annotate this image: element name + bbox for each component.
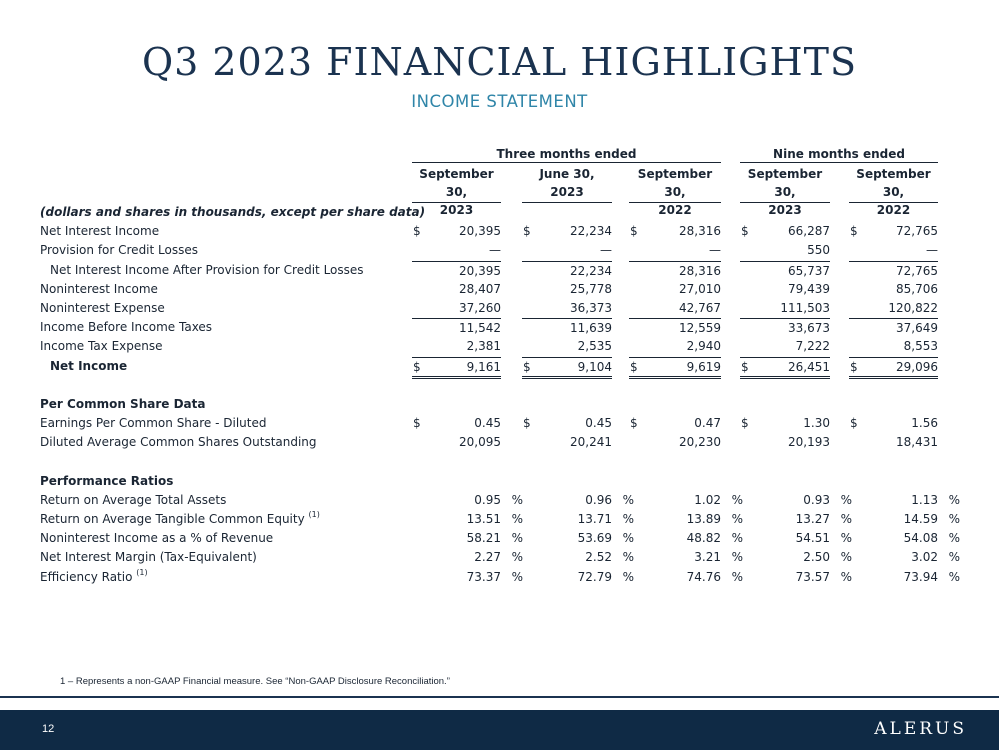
value-cell [412,414,501,433]
cell-value: 0.93 [803,492,830,507]
row-label [40,510,320,529]
table-row [40,318,970,337]
value-cell [849,337,938,356]
value-cell [849,414,938,433]
value-cell [629,318,721,337]
footer-divider [0,696,999,698]
ratios-heading-row [40,472,970,491]
income-rows [40,222,970,376]
value-cell [412,529,523,548]
percent-symbol: % [511,531,523,546]
row-label-text: Net Interest Income After Provision for Credit Losses [50,262,364,277]
percent-symbol: % [948,492,960,507]
cell-value: 26,451 [788,359,830,374]
units-note: (dollars and shares in thousands, except per share data) [40,205,426,219]
value-cell [629,433,721,452]
value-cell [740,510,852,529]
row-label [40,548,257,567]
cell-value: 73.57 [795,569,830,584]
value-cell [629,222,721,241]
cell-value: 29,096 [896,359,938,374]
value-cell [412,280,501,299]
cell-value: 120,822 [888,300,938,315]
row-label-text: Diluted Average Common Shares Outstanding [40,435,317,450]
cell-value: 13.27 [795,512,830,526]
percent-symbol: % [731,531,743,546]
cell-value: 550 [807,243,830,258]
percent-symbol: % [840,492,852,507]
cell-value: 14.59 [903,512,938,526]
table-row [40,548,970,567]
cell-value: 73.94 [903,569,938,584]
table-row [40,414,970,433]
value-cell [849,318,938,337]
cell-value: 25,778 [570,281,612,296]
period-group-header [40,146,970,165]
section-heading: Per Common Share Data [40,396,206,411]
value-cell [740,241,830,260]
cell-value: 58.21 [466,531,501,546]
value-cell [629,337,721,356]
cell-value: 2,940 [686,339,721,354]
cell-value: 20,193 [788,435,830,450]
value-cell [412,491,523,510]
table-row [40,261,970,280]
cell-value: 111,503 [780,300,830,315]
value-cell [740,318,830,337]
cell-value: 0.96 [585,492,612,507]
value-cell [629,261,721,280]
row-label-text: Net Income [50,358,128,373]
units-note-row [40,203,970,222]
currency-symbol: $ [850,359,858,374]
per-share-rows [40,414,970,452]
percent-symbol: % [840,531,852,546]
currency-symbol: $ [741,416,749,431]
value-cell [412,222,501,241]
value-cell [849,433,938,452]
cell-value: — [600,243,612,258]
currency-symbol: $ [413,224,421,239]
value-cell [629,568,743,587]
cell-value: 0.45 [585,416,612,431]
value-cell [522,548,634,567]
row-label [40,318,212,337]
per-share-heading-row [40,395,970,414]
value-cell [849,548,960,567]
value-cell [522,299,612,318]
row-label [40,491,226,510]
cell-value: 13.71 [577,512,612,526]
cell-value: 54.51 [795,531,830,546]
cell-value: 7,222 [795,339,830,354]
column-header: September 30, 2022 [629,165,721,203]
value-cell [412,568,523,587]
row-label [40,433,317,452]
cell-value: 53.69 [577,531,612,546]
table-row [40,299,970,318]
cell-value: 3.02 [911,550,938,565]
value-cell [629,280,721,299]
value-cell [849,280,938,299]
column-header: September 30, 2022 [849,165,938,203]
cell-value: 1.02 [694,492,721,507]
value-cell [412,318,501,337]
cell-value: 42,767 [679,300,721,315]
value-cell [849,241,938,260]
cell-value: 48.82 [686,531,721,546]
cell-value: 20,241 [570,435,612,450]
currency-symbol: $ [741,359,749,374]
cell-value: 0.47 [694,416,721,431]
value-cell [522,491,634,510]
cell-value: 1.30 [803,416,830,431]
income-statement-table [40,146,970,587]
row-label-text: Noninterest Expense [40,300,165,315]
value-cell [522,318,612,337]
row-label [50,261,364,280]
cell-value: 18,431 [896,435,938,450]
cell-value: 22,234 [570,263,612,278]
cell-value: 20,095 [459,435,501,450]
percent-symbol: % [840,512,852,526]
cell-value: 0.45 [474,416,501,431]
value-cell [849,491,960,510]
value-cell [412,433,501,452]
currency-symbol: $ [630,224,638,239]
row-label-text: Efficiency Ratio [40,569,133,584]
value-cell [740,433,830,452]
cell-value: 2.50 [803,550,830,565]
cell-value: 0.95 [474,492,501,507]
table-row [40,529,970,548]
value-cell [740,529,852,548]
three-months-header: Three months ended [412,146,721,163]
value-cell [522,337,612,356]
cell-value: 20,395 [459,224,501,239]
cell-value: 28,316 [679,263,721,278]
nine-months-header: Nine months ended [740,146,938,163]
cell-value: 20,230 [679,435,721,450]
footnote-marker: (1) [308,510,320,519]
table-row [40,568,970,587]
value-cell [522,280,612,299]
value-cell [522,414,612,433]
column-header: June 30, 2023 [522,165,612,203]
cell-value: 11,639 [570,321,612,336]
percent-symbol: % [948,512,960,526]
row-label [40,529,273,548]
value-cell [412,337,501,356]
value-cell [740,280,830,299]
cell-value: 72.79 [577,569,612,584]
currency-symbol: $ [850,416,858,431]
row-label [40,299,165,318]
row-label [40,241,198,260]
value-cell [522,568,634,587]
value-cell [522,222,612,241]
currency-symbol: $ [523,416,531,431]
cell-value: 20,395 [459,263,501,278]
net-income-row [40,357,970,376]
percent-symbol: % [731,492,743,507]
value-cell [740,548,852,567]
cell-value: 3.21 [694,550,721,565]
footnote-marker: (1) [136,567,148,577]
cell-value: 37,649 [896,321,938,336]
cell-value: 13.89 [686,512,721,526]
value-cell [740,337,830,356]
cell-value: 1.56 [911,416,938,431]
value-cell [629,299,721,318]
cell-value: 66,287 [788,224,830,239]
footer-bar [0,710,999,750]
table-row [40,510,970,529]
value-cell [522,433,612,452]
value-cell [740,414,830,433]
page-subtitle: INCOME STATEMENT [411,92,588,111]
row-label-text: Provision for Credit Losses [40,243,198,258]
percent-symbol: % [622,512,634,526]
cell-value: 36,373 [570,300,612,315]
value-cell [412,261,501,280]
cell-value: 8,553 [903,339,938,354]
percent-symbol: % [840,550,852,565]
currency-symbol: $ [630,416,638,431]
currency-symbol: $ [413,416,421,431]
column-header: September 30, 2023 [740,165,830,203]
cell-value: 2.27 [474,550,501,565]
value-cell [412,510,523,529]
alerus-logo: ALERUS [874,719,967,739]
table-row [40,491,970,510]
cell-value: 9,619 [686,359,721,374]
cell-value: 73.37 [466,569,501,584]
cell-value: 12,559 [679,321,721,336]
cell-value: 2,381 [466,339,501,354]
percent-symbol: % [731,550,743,565]
section-heading: Performance Ratios [40,473,174,488]
percent-symbol: % [622,550,634,565]
percent-symbol: % [731,569,743,584]
row-label [40,222,159,241]
page-number: 12 [42,723,55,735]
table-row [40,337,970,356]
row-label [50,357,127,376]
value-cell [849,568,960,587]
page-title: Q3 2023 FINANCIAL HIGHLIGHTS [141,40,858,84]
table-row [40,241,970,260]
currency-symbol: $ [850,224,858,239]
row-label-text: Return on Average Tangible Common Equity [40,512,305,526]
percent-symbol: % [622,492,634,507]
value-cell [740,491,852,510]
cell-value: 2,535 [577,339,612,354]
row-label-text: Noninterest Income [40,281,158,296]
percent-symbol: % [948,569,960,584]
value-cell [849,529,960,548]
row-label-text: Net Interest Margin (Tax-Equivalent) [40,550,257,565]
row-label [40,337,163,356]
cell-value: 9,161 [466,359,501,374]
value-cell [522,510,634,529]
table-row [40,433,970,452]
row-label-text: Net Interest Income [40,224,160,239]
row-label-text: Income Before Income Taxes [40,320,213,335]
row-label [40,568,148,587]
cell-value: 28,407 [459,281,501,296]
cell-value: 27,010 [679,281,721,296]
row-label-text: Noninterest Income as a % of Revenue [40,531,274,546]
column-header: September 30, 2023 [412,165,501,203]
cell-value: 13.51 [466,512,501,526]
cell-value: 28,316 [679,224,721,239]
cell-value: 9,104 [577,359,612,374]
percent-symbol: % [622,531,634,546]
value-cell [740,261,830,280]
cell-value: 33,673 [788,321,830,336]
cell-value: 65,737 [788,263,830,278]
value-cell [412,299,501,318]
percent-symbol: % [511,550,523,565]
footnote: 1 – Represents a non-GAAP Financial measure. See “Non-GAAP Disclosure Reconciliation.” [60,676,450,687]
cell-value: 72,765 [896,224,938,239]
percent-symbol: % [511,569,523,584]
currency-symbol: $ [630,359,638,374]
value-cell [412,548,523,567]
percent-symbol: % [731,512,743,526]
value-cell [849,261,938,280]
value-cell [629,491,743,510]
value-cell [740,299,830,318]
cell-value: 79,439 [788,281,830,296]
cell-value: 54.08 [903,531,938,546]
cell-value: 72,765 [896,263,938,278]
currency-symbol: $ [741,224,749,239]
cell-value: — [926,243,938,258]
value-cell [522,261,612,280]
table-row [40,222,970,241]
cell-value: 2.52 [585,550,612,565]
currency-symbol: $ [413,359,421,374]
percent-symbol: % [948,531,960,546]
performance-ratio-rows [40,491,970,587]
value-cell [849,510,960,529]
currency-symbol: $ [523,359,531,374]
value-cell [522,529,634,548]
percent-symbol: % [840,569,852,584]
value-cell [849,299,938,318]
cell-value: — [709,243,721,258]
cell-value: 74.76 [686,569,721,584]
value-cell [522,241,612,260]
currency-symbol: $ [523,224,531,239]
cell-value: 11,542 [459,321,501,336]
value-cell [412,241,501,260]
cell-value: 1.13 [911,492,938,507]
row-label [40,414,267,433]
value-cell [629,510,743,529]
value-cell [740,222,830,241]
value-cell [629,529,743,548]
value-cell [629,548,743,567]
value-cell [849,222,938,241]
row-label-text: Income Tax Expense [40,339,163,354]
row-label [40,280,158,299]
cell-value: 85,706 [896,281,938,296]
cell-value: 37,260 [459,300,501,315]
percent-symbol: % [948,550,960,565]
row-label-text: Earnings Per Common Share - Diluted [40,416,267,431]
table-row [40,280,970,299]
row-label-text: Return on Average Total Assets [40,492,227,507]
percent-symbol: % [622,569,634,584]
value-cell [629,414,721,433]
value-cell [629,241,721,260]
percent-symbol: % [511,492,523,507]
value-cell [740,568,852,587]
cell-value: 22,234 [570,224,612,239]
percent-symbol: % [511,512,523,526]
cell-value: — [489,243,501,258]
